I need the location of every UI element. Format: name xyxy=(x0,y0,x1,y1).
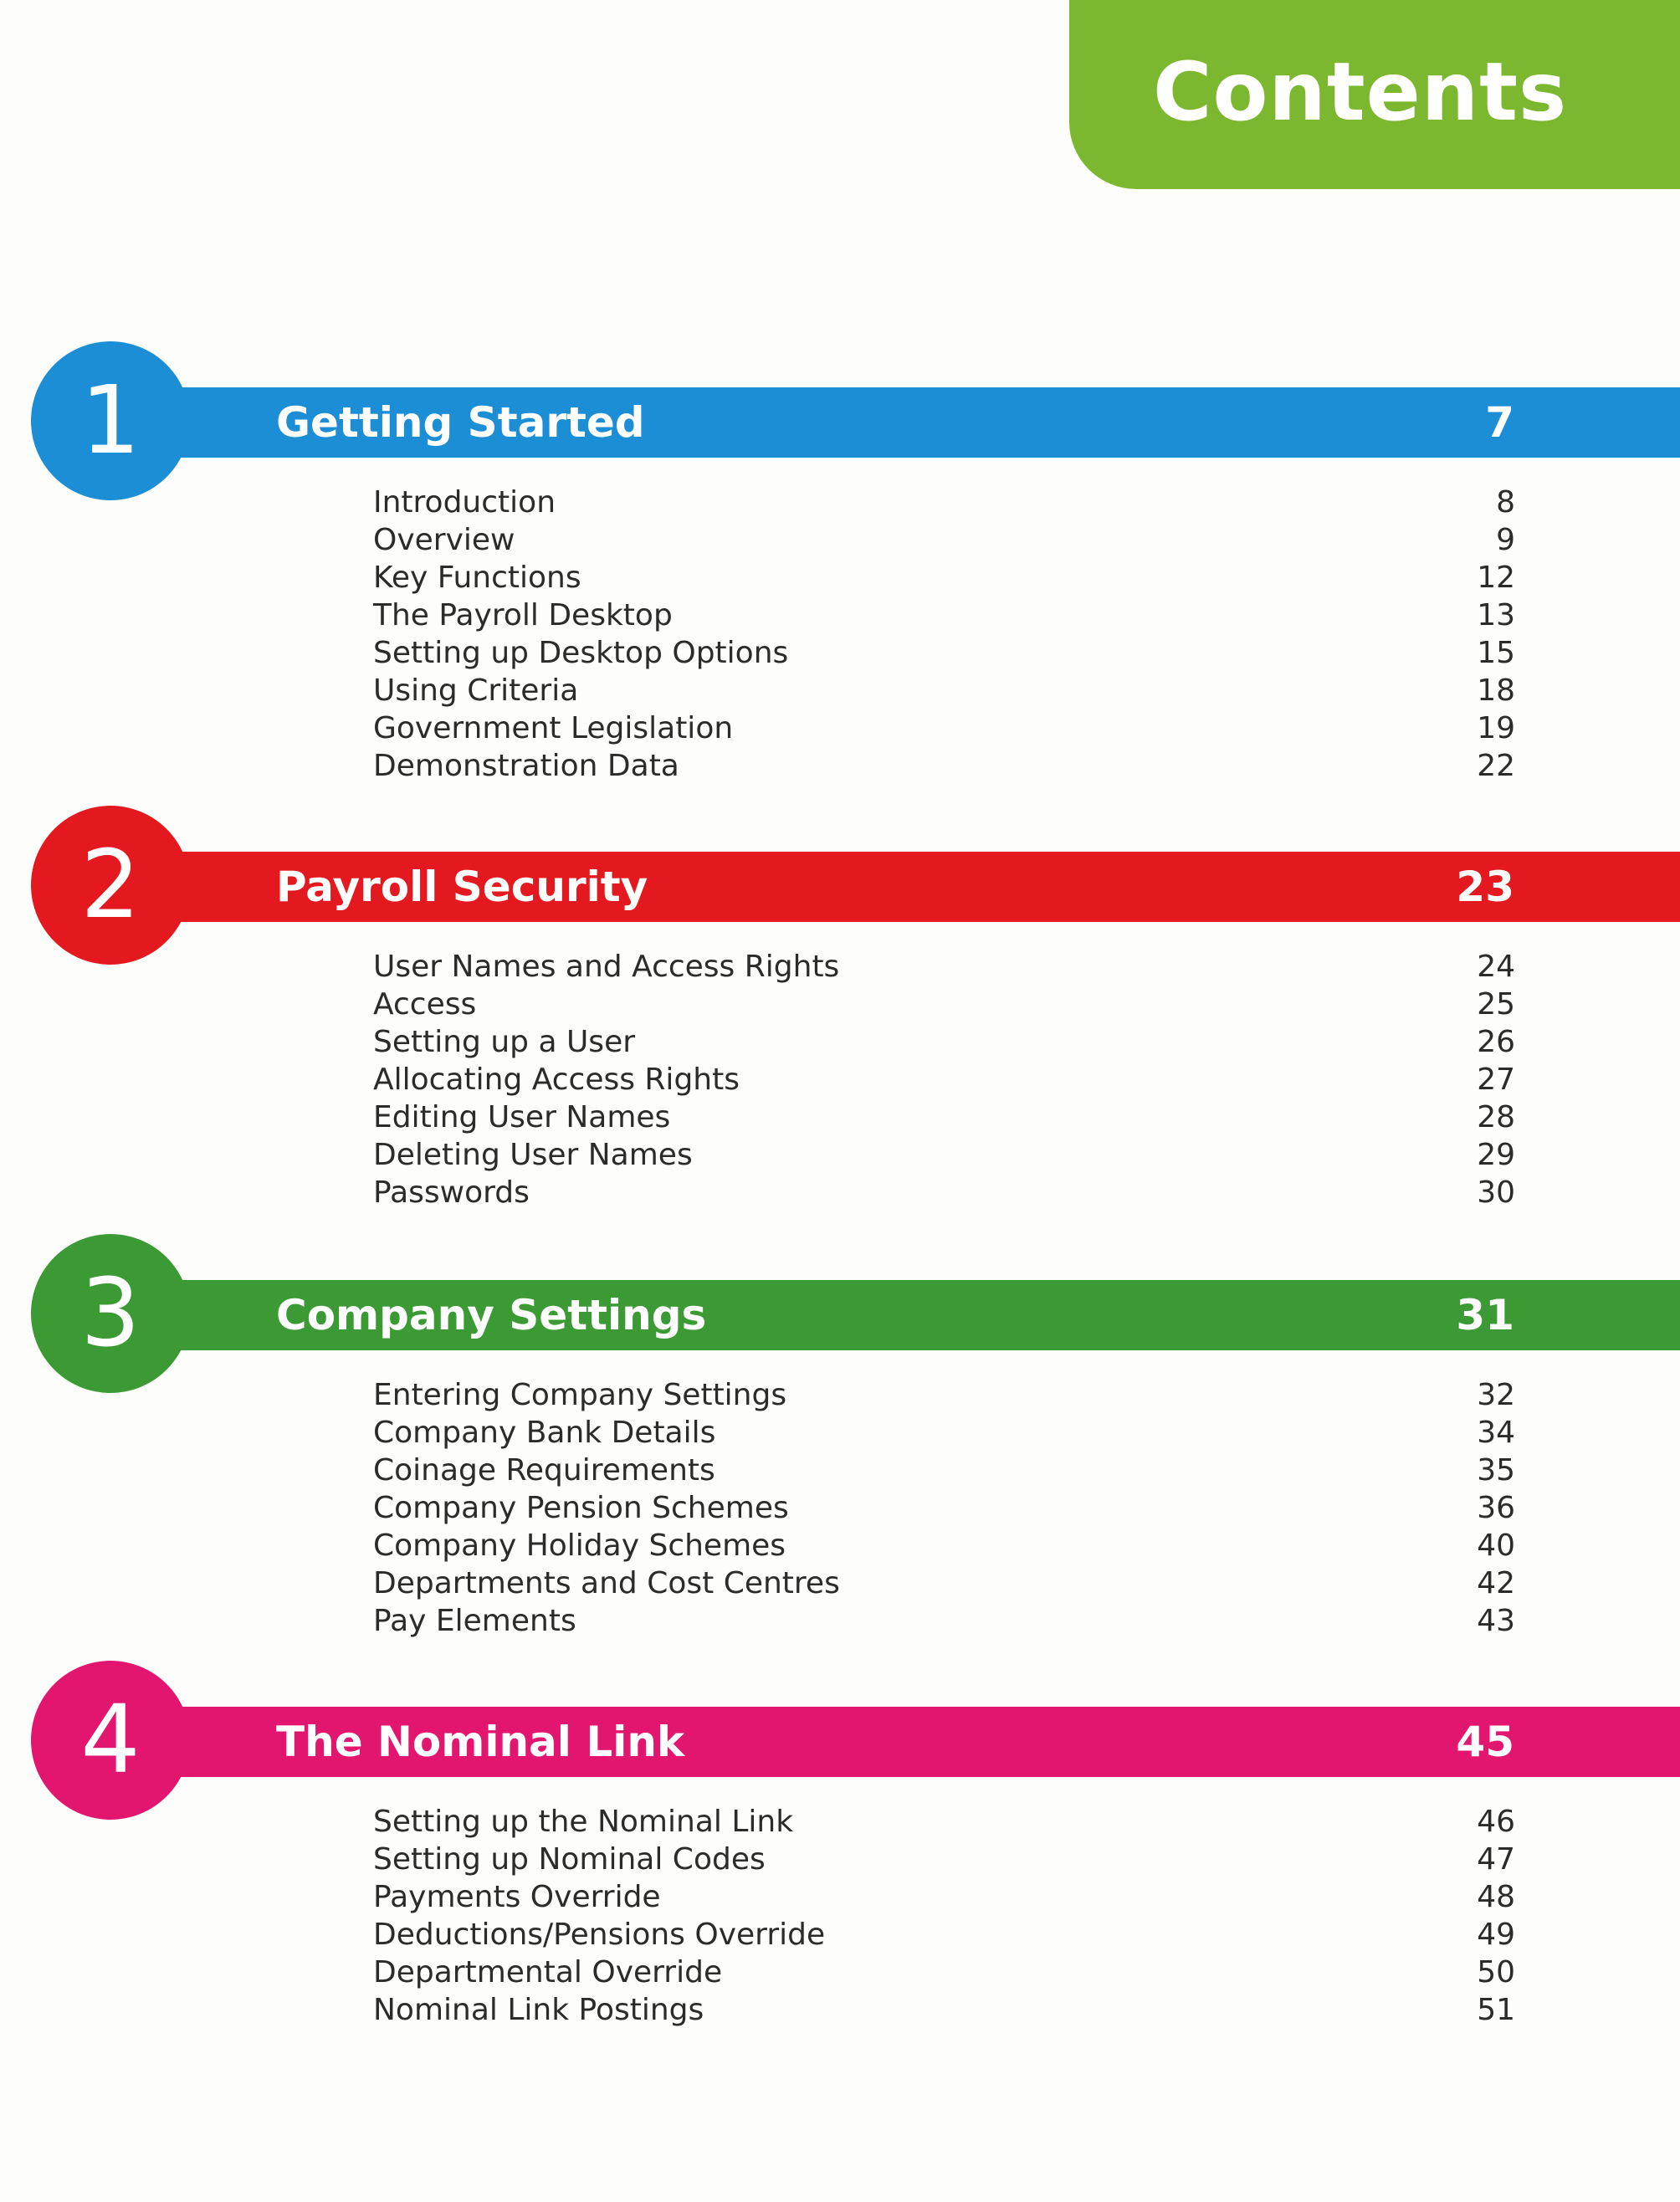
page-title: Contents xyxy=(1153,45,1568,139)
toc-entry[interactable] xyxy=(373,1954,1515,1991)
toc-entry[interactable] xyxy=(373,1376,1515,1414)
entry-page: 30 xyxy=(1477,1175,1515,1210)
entry-page: 48 xyxy=(1477,1880,1515,1914)
entry-title: Government Legislation xyxy=(373,711,734,745)
entry-title: Company Pension Schemes xyxy=(373,1491,789,1525)
toc-entry[interactable] xyxy=(373,1023,1515,1061)
toc-entry[interactable] xyxy=(373,1136,1515,1174)
entry-page: 34 xyxy=(1477,1416,1515,1450)
toc-entry[interactable] xyxy=(373,1061,1515,1098)
entry-title: Demonstration Data xyxy=(373,749,679,783)
entry-title: Editing User Names xyxy=(373,1100,671,1134)
entry-page: 28 xyxy=(1477,1100,1515,1134)
entry-page: 15 xyxy=(1477,636,1515,670)
chapter-4-page: 45 xyxy=(1456,1718,1514,1766)
entry-page: 51 xyxy=(1477,1993,1515,2027)
entry-page: 8 xyxy=(1496,485,1515,520)
chapter-3-page: 31 xyxy=(1456,1291,1514,1339)
toc-entry[interactable] xyxy=(373,1991,1515,2029)
entry-title: Company Holiday Schemes xyxy=(373,1529,786,1563)
entry-page: 22 xyxy=(1477,749,1515,783)
toc-entry[interactable] xyxy=(373,484,1515,521)
toc-entry[interactable] xyxy=(373,1564,1515,1602)
toc-entry[interactable] xyxy=(373,672,1515,709)
toc-entry[interactable] xyxy=(373,986,1515,1023)
entry-title: Departmental Override xyxy=(373,1955,723,1989)
entry-title: Setting up Desktop Options xyxy=(373,636,789,670)
toc-entry[interactable] xyxy=(373,1602,1515,1640)
toc-entry[interactable] xyxy=(373,747,1515,785)
entry-page: 12 xyxy=(1477,561,1515,595)
chapter-1-title[interactable]: Getting Started xyxy=(276,398,645,447)
entry-page: 25 xyxy=(1477,987,1515,1022)
toc-entry[interactable] xyxy=(373,709,1515,747)
entry-page: 46 xyxy=(1477,1805,1515,1839)
entry-page: 40 xyxy=(1477,1529,1515,1563)
toc-entry[interactable] xyxy=(373,1489,1515,1527)
chapter-2-title[interactable]: Payroll Security xyxy=(276,863,648,911)
entry-title: Passwords xyxy=(373,1175,530,1210)
entry-page: 24 xyxy=(1477,950,1515,984)
toc-entry[interactable] xyxy=(373,1098,1515,1136)
entry-page: 35 xyxy=(1477,1453,1515,1488)
chapter-3-title[interactable]: Company Settings xyxy=(276,1291,707,1339)
entry-title: Deleting User Names xyxy=(373,1138,693,1172)
toc-entry[interactable] xyxy=(373,634,1515,672)
toc-entry[interactable] xyxy=(373,1841,1515,1878)
entry-page: 27 xyxy=(1477,1063,1515,1097)
entry-page: 49 xyxy=(1477,1918,1515,1952)
toc-entry[interactable] xyxy=(373,1803,1515,1841)
entry-page: 43 xyxy=(1477,1604,1515,1638)
entry-title: Departments and Cost Centres xyxy=(373,1566,840,1600)
entry-title: Entering Company Settings xyxy=(373,1378,787,1412)
entry-title: The Payroll Desktop xyxy=(373,598,673,632)
chapter-3-entries xyxy=(373,1376,1515,1640)
toc-entry[interactable] xyxy=(373,1414,1515,1452)
entry-page: 42 xyxy=(1477,1566,1515,1600)
entry-title: Allocating Access Rights xyxy=(373,1063,740,1097)
chapter-4-entries xyxy=(373,1803,1515,2029)
chapter-2-number: 2 xyxy=(80,831,141,940)
toc-entry[interactable] xyxy=(373,1527,1515,1564)
toc-entry[interactable] xyxy=(373,1174,1515,1211)
toc-entry[interactable] xyxy=(373,1452,1515,1489)
entry-page: 29 xyxy=(1477,1138,1515,1172)
entry-title: User Names and Access Rights xyxy=(373,950,840,984)
entry-title: Deductions/Pensions Override xyxy=(373,1918,826,1952)
toc-entry[interactable] xyxy=(373,521,1515,559)
chapter-2-page: 23 xyxy=(1456,863,1514,911)
entry-title: Payments Override xyxy=(373,1880,661,1914)
entry-title: Company Bank Details xyxy=(373,1416,716,1450)
entry-page: 32 xyxy=(1477,1378,1515,1412)
entry-title: Introduction xyxy=(373,485,556,520)
entry-page: 36 xyxy=(1477,1491,1515,1525)
toc-entry[interactable] xyxy=(373,1878,1515,1916)
entry-title: Using Criteria xyxy=(373,673,579,708)
entry-title: Setting up the Nominal Link xyxy=(373,1805,794,1839)
entry-page: 19 xyxy=(1477,711,1515,745)
entry-title: Nominal Link Postings xyxy=(373,1993,704,2027)
toc-entry[interactable] xyxy=(373,559,1515,597)
chapter-3-number: 3 xyxy=(80,1259,141,1368)
entry-title: Overview xyxy=(373,523,515,557)
entry-page: 26 xyxy=(1477,1025,1515,1059)
entry-page: 18 xyxy=(1477,673,1515,708)
chapter-4-number: 4 xyxy=(80,1686,141,1795)
entry-title: Setting up a User xyxy=(373,1025,636,1059)
entry-page: 13 xyxy=(1477,598,1515,632)
chapter-1-number: 1 xyxy=(80,366,141,475)
entry-title: Setting up Nominal Codes xyxy=(373,1842,766,1877)
entry-title: Pay Elements xyxy=(373,1604,576,1638)
chapter-2-entries xyxy=(373,948,1515,1211)
toc-entry[interactable] xyxy=(373,597,1515,634)
entry-title: Access xyxy=(373,987,477,1022)
entry-page: 47 xyxy=(1477,1842,1515,1877)
chapter-1-page: 7 xyxy=(1485,398,1514,447)
toc-entry[interactable] xyxy=(373,1916,1515,1954)
entry-title: Key Functions xyxy=(373,561,581,595)
toc-entry[interactable] xyxy=(373,948,1515,986)
chapter-1-entries xyxy=(373,484,1515,785)
entry-title: Coinage Requirements xyxy=(373,1453,715,1488)
entry-page: 50 xyxy=(1477,1955,1515,1989)
entry-page: 9 xyxy=(1496,523,1515,557)
chapter-4-title[interactable]: The Nominal Link xyxy=(276,1718,685,1766)
